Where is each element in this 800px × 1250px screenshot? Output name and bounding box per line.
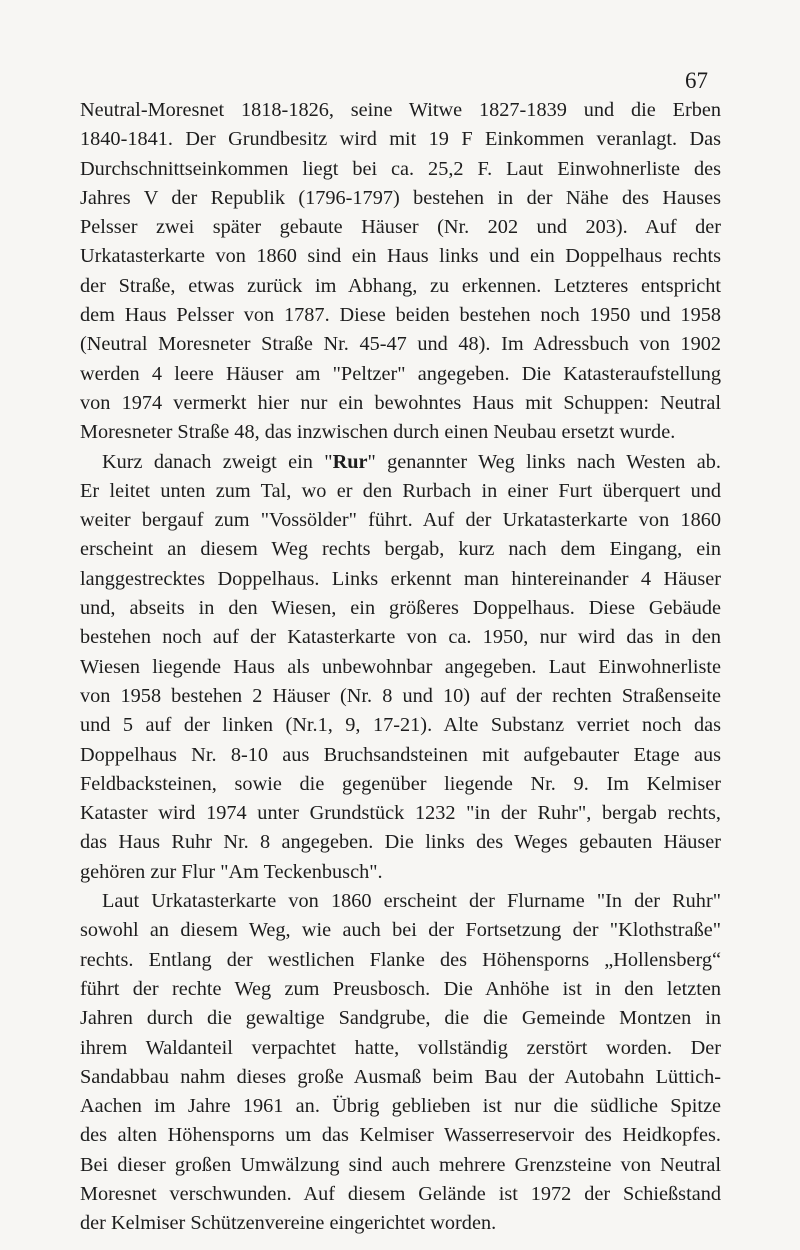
- text-line: von 1958 bestehen 2 Häuser (Nr. 8 und 10) auf der rechten Straßenseite: [80, 684, 721, 707]
- text-line: der Kelmiser Schützenvereine eingerichtet worden.: [80, 1212, 497, 1235]
- text-line: und, abseits in den Wiesen, ein größeres Doppelhaus. Diese Gebäude: [80, 597, 721, 620]
- text-line: Sandabbau nahm dieses große Ausmaß beim Bau der Autobahn Lüttich-: [80, 1065, 721, 1088]
- text-line: Jahres V der Republik (1796-1797) bestehen in der Nähe des Hauses: [80, 186, 721, 209]
- body-text: [80, 96, 721, 1239]
- text-line: langgestrecktes Doppelhaus. Links erkennt man hintereinander 4 Häuser: [80, 567, 721, 590]
- text-line: das Haus Ruhr Nr. 8 angegeben. Die links des Weges gebauten Häuser: [80, 831, 721, 854]
- text-line: Neutral-Moresnet 1818-1826, seine Witwe 1827-1839 und die Erben: [80, 99, 721, 121]
- text-line: Aachen im Jahre 1961 an. Übrig geblieben ist nur die südliche Spitze: [80, 1095, 721, 1118]
- text-line: der Straße, etwas zurück im Abhang, zu erkennen. Letzteres entspricht: [80, 274, 721, 297]
- paragraph-start-line: Laut Urkatasterkarte von 1860 erscheint der Flurname "In der Ruhr": [102, 890, 721, 913]
- text-line: werden 4 leere Häuser am "Peltzer" angegeben. Die Katasteraufstellung: [80, 362, 721, 385]
- text-line: Moresnet verschwunden. Auf diesem Gelände ist 1972 der Schießstand: [80, 1182, 721, 1205]
- text-line: gehören zur Flur "Am Teckenbusch".: [80, 860, 383, 883]
- text-line: und 5 auf der linken (Nr.1, 9, 17-21). Alte Substanz verriet noch das: [80, 714, 721, 737]
- text-line: dem Haus Pelsser von 1787. Diese beiden bestehen noch 1950 und 1958: [80, 304, 721, 327]
- text-line: des alten Höhensporns um das Kelmiser Wasserreservoir des Heidkopfes.: [80, 1124, 721, 1147]
- text-line: bestehen noch auf der Katasterkarte von ca. 1950, nur wird das in den: [80, 626, 721, 649]
- text-line: von 1974 vermerkt hier nur ein bewohntes Haus mit Schuppen: Neutral: [80, 391, 721, 414]
- text-line: (Neutral Moresneter Straße Nr. 45-47 und 48). Im Adressbuch von 1902: [80, 333, 721, 356]
- text-line: Urkatasterkarte von 1860 sind ein Haus links und ein Doppelhaus rechts: [80, 245, 721, 268]
- text-line: Pelsser zwei später gebaute Häuser (Nr. 202 und 203). Auf der: [80, 216, 721, 239]
- text-line: Doppelhaus Nr. 8-10 aus Bruchsandsteinen mit aufgebauter Etage aus: [80, 743, 721, 766]
- paragraph-start-line: Kurz danach zweigt ein "Rur" genannter Weg links nach Westen ab.: [102, 450, 721, 473]
- text-line: Moresneter Straße 48, das inzwischen durch einen Neubau ersetzt wurde.: [80, 421, 676, 444]
- text-line: Bei dieser großen Umwälzung sind auch mehrere Grenzsteine von Neutral: [80, 1153, 721, 1176]
- text-line: sowohl an diesem Weg, wie auch bei der Fortsetzung der "Klothstraße": [80, 919, 721, 942]
- text-line: Er leitet unten zum Tal, wo er den Rurbach in einer Furt überquert und: [80, 479, 721, 502]
- text-line: Feldbacksteinen, sowie die gegenüber liegende Nr. 9. Im Kelmiser: [80, 772, 721, 795]
- text-line: führt der rechte Weg zum Preusbosch. Die Anhöhe ist in den letzten: [80, 977, 721, 1000]
- bold-term-rur: Rur: [332, 450, 368, 473]
- text-line: 1840-1841. Der Grundbesitz wird mit 19 F Einkommen veranlagt. Das: [80, 128, 721, 151]
- text-line: Jahren durch die gewaltige Sandgrube, die die Gemeinde Montzen in: [80, 1007, 721, 1030]
- text-line: Wiesen liegende Haus als unbewohnbar angegeben. Laut Einwohnerliste: [80, 655, 721, 678]
- text-line: ihrem Waldanteil verpachtet hatte, vollständig zerstört worden. Der: [80, 1036, 721, 1059]
- page-number: 67: [685, 68, 708, 93]
- text-line: Durchschnittseinkommen liegt bei ca. 25,2 F. Laut Einwohnerliste des: [80, 157, 721, 180]
- text-line: weiter bergauf zum "Vossölder" führt. Auf der Urkatasterkarte von 1860: [80, 509, 721, 532]
- text-line: Kataster wird 1974 unter Grundstück 1232 "in der Ruhr", bergab rechts,: [80, 802, 721, 825]
- text-line: erscheint an diesem Weg rechts bergab, kurz nach dem Eingang, ein: [80, 538, 721, 561]
- text-line: rechts. Entlang der westlichen Flanke des Höhensporns „Hollensberg“: [80, 948, 721, 971]
